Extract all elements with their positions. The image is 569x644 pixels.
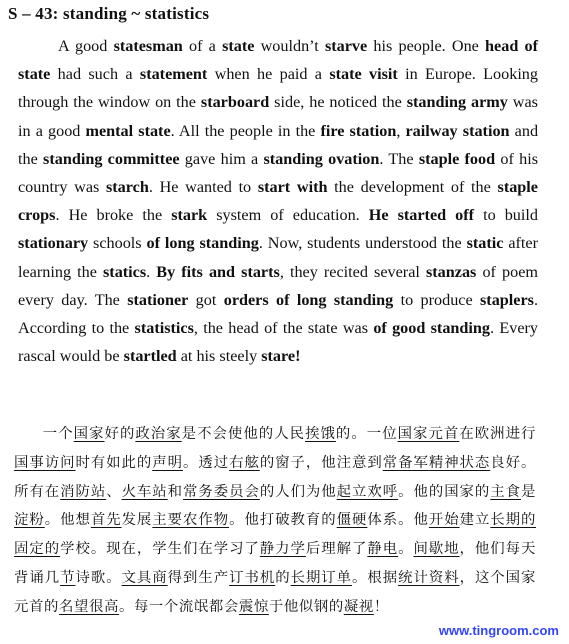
passage-text: his people. One [367,37,486,55]
vocab-term: He started off [368,206,475,225]
vocab-term: railway station [405,121,510,140]
passage-text: got [188,290,224,309]
translated-term: 订书机 [229,569,276,586]
translation-text: ！ [373,598,389,615]
translation-text: 好的 [104,426,136,442]
vocab-term: fire station [320,121,397,140]
translated-term: 国事访问 [14,454,76,471]
vocab-term: state visit [329,65,398,84]
translation-text: 得到生产 [167,569,230,586]
vocab-term: statics [103,262,147,281]
translated-term: 长期的 [490,512,537,529]
translation-text: 于他似钢的 [268,598,344,615]
passage-text: . Every rascal would be [18,319,539,366]
translated-term: 间歇地 [413,541,460,558]
vocab-term: starch [105,178,149,197]
translation-text: 发展 [121,512,153,529]
passage-text: side, he noticed the [269,93,407,112]
passage-text: to produce [393,290,480,309]
passage-text: in Europe. Looking through the window on the [18,65,538,112]
translated-term: 主要农作物 [152,512,230,529]
translated-term: 声明 [152,454,183,471]
vocab-term: By fits and starts [156,262,280,281]
vocab-term: statesman [113,37,183,55]
vocab-term: stationer [127,290,189,309]
translation-text: 。他的国家的 [398,483,491,500]
translated-term: 名望很高 [58,598,119,615]
passage-text: , the head of the state was [193,319,374,338]
translation-text: 建立 [459,512,491,529]
passage-text: of a [182,37,223,55]
chinese-paragraph [14,420,536,622]
vocab-term: stare! [261,347,301,366]
translated-term: 固定的 [14,541,61,558]
translated-term: 政治家 [135,426,182,442]
passage-text: and the [18,121,539,168]
translated-term: 常务委员会 [183,483,260,500]
passage-text: gave him a [179,149,264,168]
translated-term: 精神状态 [428,454,491,471]
translation-text: 的。一位 [335,426,398,442]
translation-text: 的人们为他 [259,483,337,500]
translated-term: 国家 [73,426,105,442]
translation-text: ，这个国家元首的 [14,569,537,615]
translated-term: 长期订单 [290,569,353,586]
translated-term: 右舷 [229,454,260,471]
translated-term: 国家元首 [397,426,460,442]
translated-term: 震惊 [238,598,269,615]
vocab-term: starboard [200,93,270,112]
translated-term: 文具商 [121,569,168,586]
translation-text: 体系。他 [367,512,429,529]
translation-text: 。 [398,541,414,558]
translated-term: 消防站 [60,483,107,500]
translation-text: 的窗子，他注意到 [259,454,383,471]
translated-term: 静力学 [259,541,306,558]
translation-text: 后理解了 [305,541,368,558]
translation-text: 是不会使他的人民 [181,426,306,442]
translated-term: 统计资料 [398,569,460,586]
vocab-term: startled [123,347,177,366]
translation-text: ，他们每天背诵几 [14,541,536,586]
vocab-term: state [222,37,255,55]
passage-text: . Now, students understood the [258,234,467,253]
english-passage [18,32,538,370]
translation-text: 是 [521,483,537,500]
vocab-term: stationary [18,234,89,253]
passage-text: wouldn’t [254,37,325,55]
passage-text: to build [474,206,538,225]
chinese-translation [14,420,536,622]
vocab-term: starve [324,37,368,55]
passage-text: , they recited several [279,262,426,281]
passage-text: had such a [50,65,140,84]
passage-text: system of education. [207,206,369,225]
passage-text: of his country was [18,149,538,197]
passage-text: . He broke the [55,206,172,225]
vocab-term: staple crops [18,178,538,225]
translation-text: 良好。所有在 [14,454,536,500]
section-heading: S – 43: standing ~ statistics [8,4,210,23]
translated-term: 节 [60,569,76,586]
translation-text: 和 [167,483,184,500]
vocab-term: statement [139,65,208,84]
vocab-term: statistics [134,319,194,338]
vocab-term: start with [257,178,328,197]
vocab-term: standing committee [43,149,180,168]
passage-text: . He wanted to [148,178,258,197]
passage-text: . [146,262,157,281]
vocab-term: staplers [480,290,534,309]
translated-term: 起立欢呼 [336,483,399,500]
translation-text: 。透过 [183,454,230,471]
vocab-term: mental state [85,121,171,140]
vocab-term: staple food [418,149,496,168]
translated-term: 凝视 [343,598,374,615]
vocab-term: standing army [406,93,508,112]
translated-term: 常备军 [382,454,429,471]
passage-text: after learning the [18,234,538,281]
translation-text: 诗歌。 [75,569,122,586]
vocab-term: static [466,234,504,253]
translation-text: 。每一个流氓都会 [118,598,239,615]
translated-term: 开始 [428,512,460,529]
passage-text: was in a good [18,93,538,140]
passage-text: of poem every day. The [18,262,538,309]
translation-text: 学校。现在，学生们在学习了 [60,541,260,558]
vocab-term: of good standing [373,319,491,338]
passage-text: . The [379,149,419,168]
translated-term: 首先 [90,512,122,529]
translated-term: 淀粉 [14,512,45,529]
vocab-term: of long standing [146,234,259,253]
translation-text: 、 [106,483,122,500]
passage-text: , [396,121,406,140]
vocab-term: orders of long standing [223,290,394,309]
translation-text: 在欧洲进行 [459,426,537,442]
translation-text: 的 [275,569,291,586]
translation-text: 。根据 [352,569,399,586]
translation-text: 。他打破教育的 [229,512,337,529]
translated-term: 挨饿 [305,426,336,442]
passage-text: at his steely [176,347,262,366]
vocab-term: stark [171,206,208,225]
translated-term: 火车站 [121,483,168,500]
translated-term: 主食 [490,483,522,500]
passage-text: . All the people in the [170,121,321,140]
translated-term: 静电 [367,541,399,558]
vocab-term: standing ovation [263,149,380,168]
passage-text: . According to the [18,290,538,338]
translated-term: 僵硬 [336,512,368,529]
english-paragraph [18,32,538,370]
translation-text: 。他想 [44,512,91,529]
passage-text: when he paid a [207,65,330,84]
vocab-term: stanzas [425,262,477,281]
translation-text: 一个 [42,426,74,442]
vocab-term: head of state [18,37,539,84]
translation-text: 时有如此的 [75,454,153,471]
watermark: www.tingroom.com [438,623,559,638]
passage-text: schools [88,234,147,253]
passage-text: A good [58,37,114,55]
passage-text: the development of the [327,178,498,197]
